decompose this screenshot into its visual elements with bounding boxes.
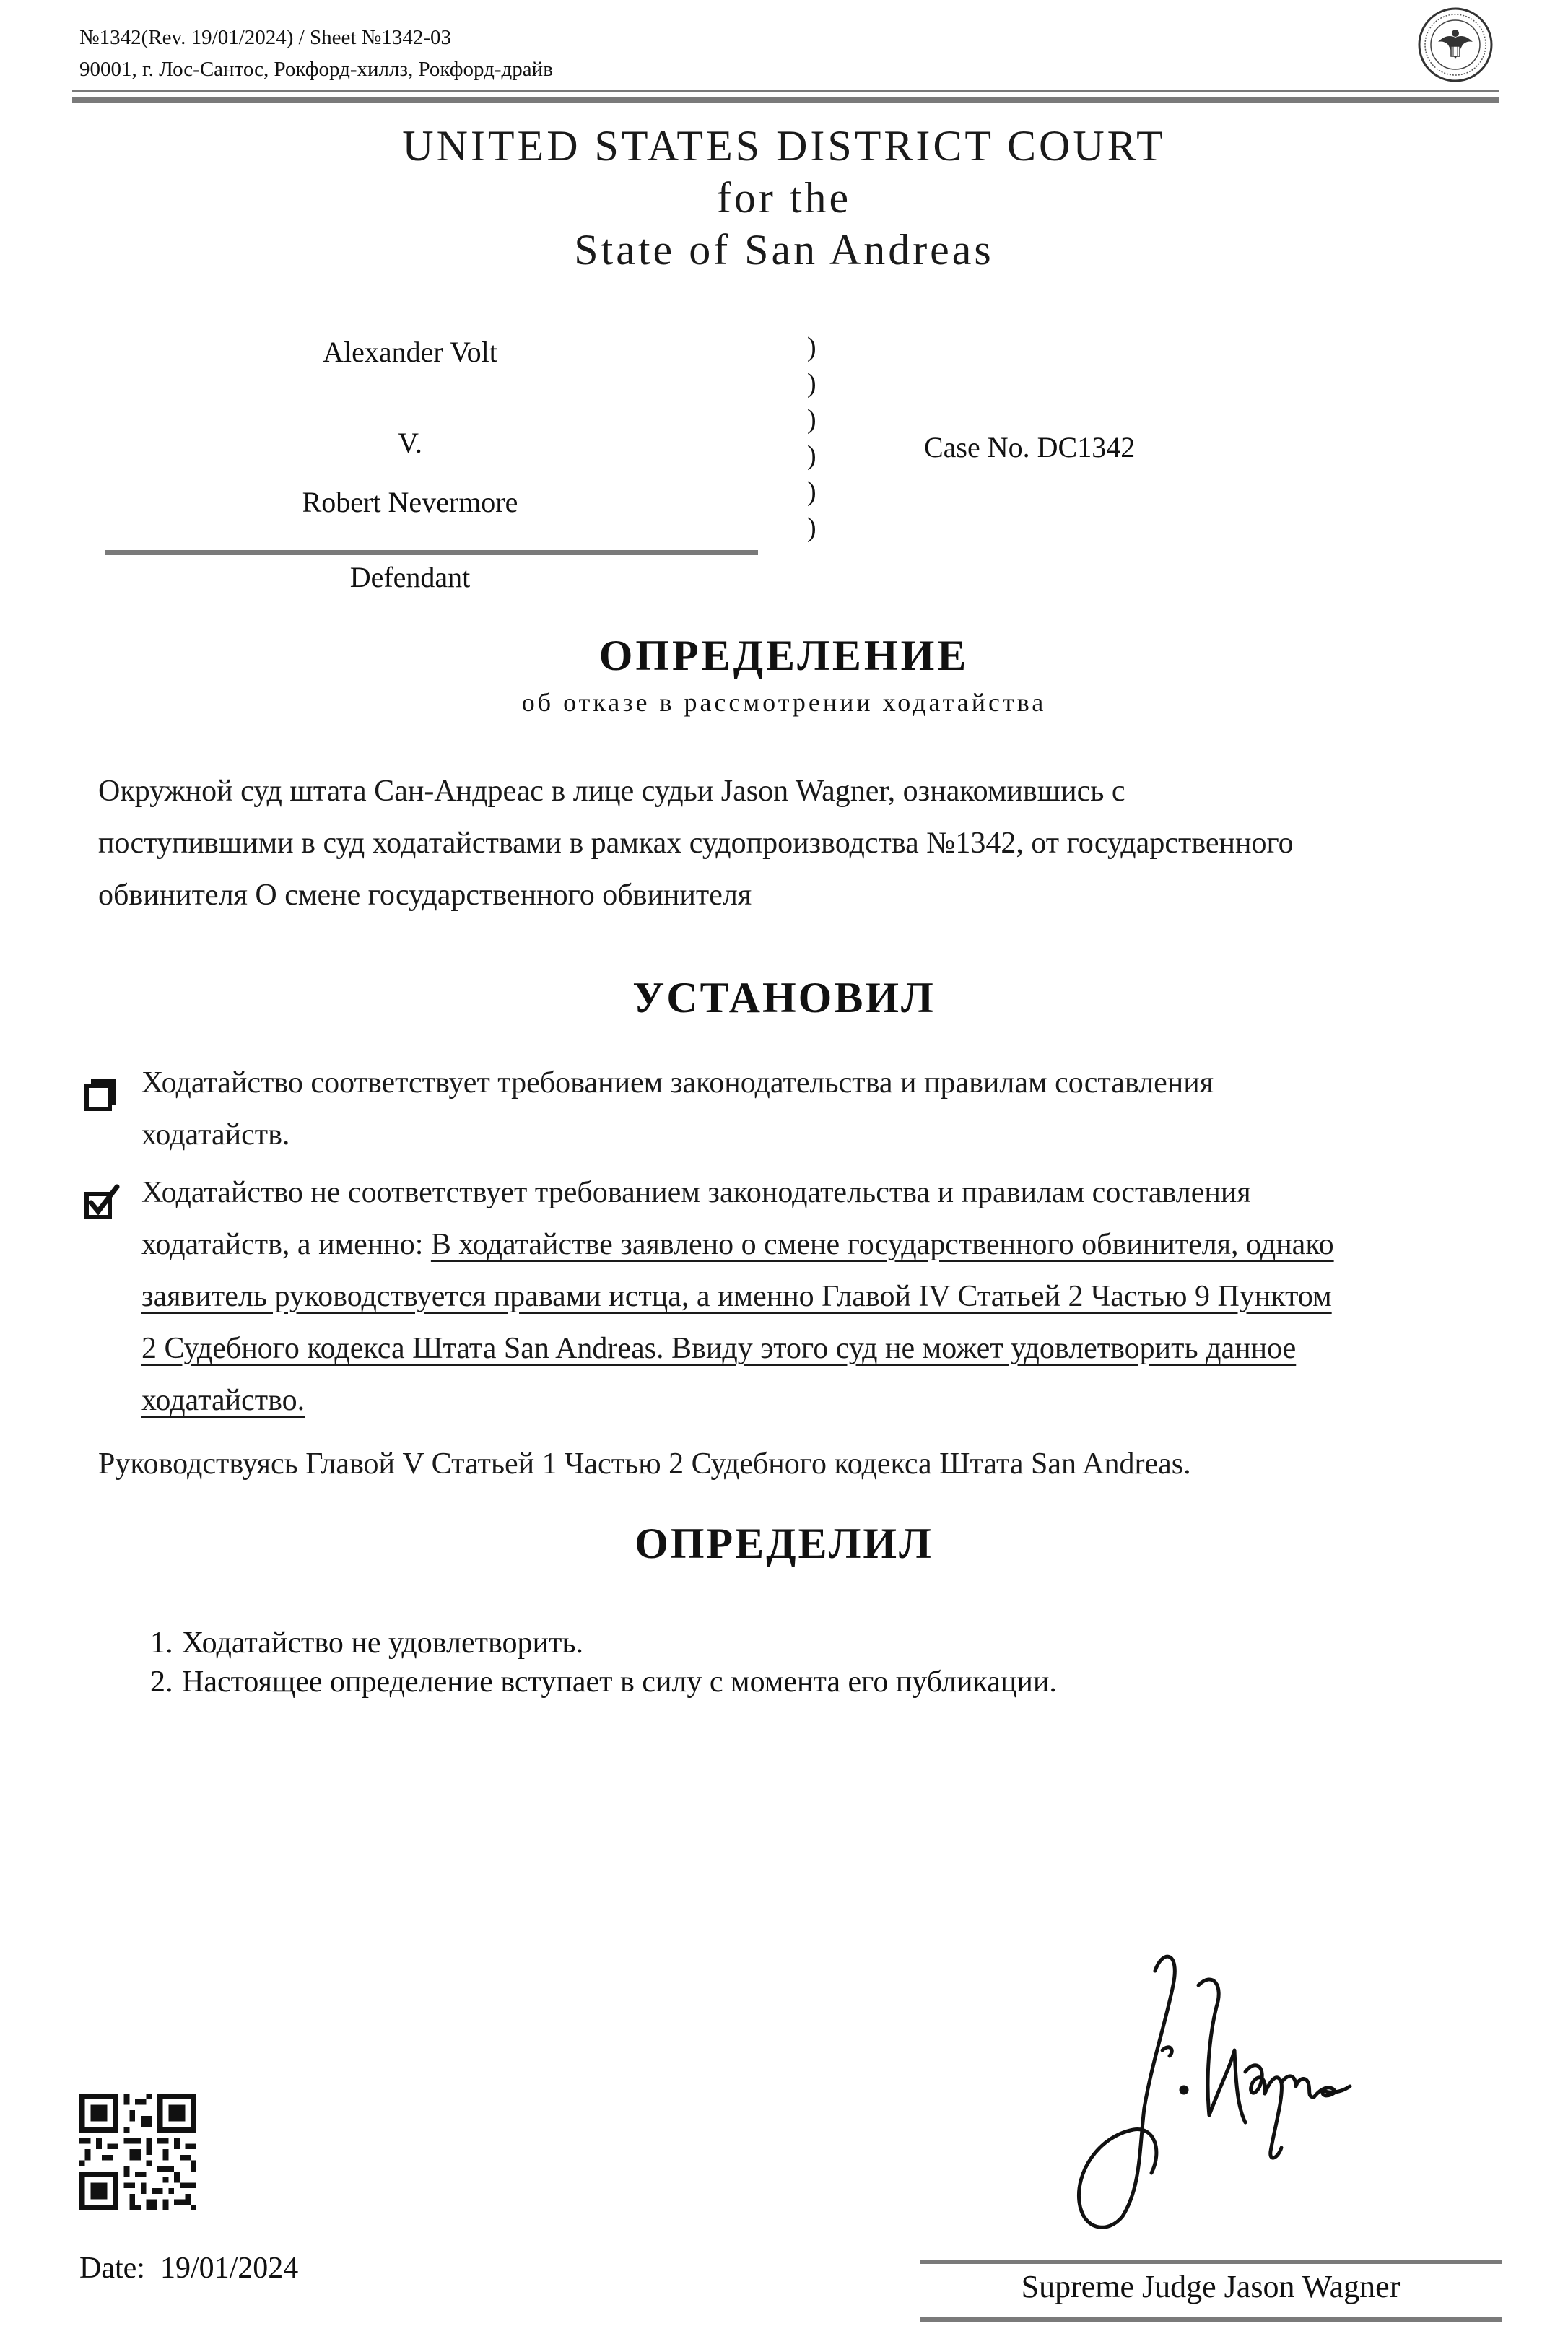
date-label: Date: — [79, 2252, 145, 2285]
option-1-line-2: ходатайств. — [141, 1118, 290, 1151]
court-seal-icon — [1416, 6, 1494, 84]
court-state: State of San Andreas — [574, 226, 994, 274]
option-2-line-4: 2 Судебного кодекса Штата San Andreas. Ввиду этого суд не может удовлетворить данное — [141, 1332, 1297, 1365]
qr-code-icon — [79, 2094, 196, 2210]
option-2-reason: В ходатайстве заявлено о смене государственного обвинителя, однако — [430, 1228, 1334, 1261]
decision-item — [150, 1626, 583, 1660]
established-option-1 — [141, 1057, 1214, 1161]
paren-1: ) — [807, 332, 816, 362]
document-subtitle: об отказе в рассмотрении ходатайства — [521, 688, 1047, 717]
signer-name: Supreme Judge Jason Wagner — [1021, 2269, 1401, 2304]
option-2-prefix: ходатайств, а именно: — [141, 1228, 431, 1261]
decision-item — [150, 1665, 1057, 1699]
established-option-2 — [141, 1167, 1334, 1426]
signature-rule-top — [920, 2260, 1502, 2264]
option-2-line-1: Ходатайство не соответствует требованием законодательства и правилам составления — [141, 1176, 1251, 1209]
sheet-number: №1342(Rev. 19/01/2024) / Sheet №1342-03 — [79, 26, 451, 49]
court-address: 90001, г. Лос-Сантос, Рокфорд-хиллз, Рокфорд-драйв — [79, 58, 553, 81]
header-rule-thick — [72, 97, 1499, 103]
case-number: Case No. DC1342 — [924, 431, 1136, 463]
decided-heading: ОПРЕДЕЛИЛ — [635, 1520, 933, 1567]
option-1-line-1: Ходатайство соответствует требованием законодательства и правилам составления — [141, 1066, 1214, 1099]
decision-number: 2. — [150, 1665, 173, 1699]
defendant-label: Defendant — [349, 561, 471, 593]
caption-parentheses — [807, 329, 816, 546]
paren-2: ) — [807, 368, 816, 398]
decision-text: Настоящее определение вступает в силу с момента его публикации. — [182, 1665, 1057, 1699]
court-name: UNITED STATES DISTRICT COURT — [402, 122, 1166, 170]
decision-number: 1. — [150, 1626, 173, 1660]
versus-label: V. — [398, 427, 422, 459]
guided-by-text: Руководствуясь Главой V Статьей 1 Частью 2 Судебного кодекса Штата San Andreas. — [98, 1447, 1191, 1481]
signature-rule-bottom — [920, 2317, 1502, 2322]
document-title: ОПРЕДЕЛЕНИЕ — [598, 632, 970, 679]
intro-line-1: Окружной суд штата Сан-Андреас в лице судьи Jason Wagner, ознакомившись с — [98, 775, 1125, 808]
decision-text: Ходатайство не удовлетворить. — [182, 1626, 584, 1660]
paren-3: ) — [807, 404, 816, 435]
signature-image — [1054, 1942, 1357, 2245]
caption-rule — [105, 550, 758, 555]
intro-paragraph — [98, 765, 1294, 921]
intro-line-2: поступившими в суд ходатайствами в рамках судопроизводства №1342, от государственного — [98, 827, 1294, 860]
defendant-name: Robert Nevermore — [302, 486, 518, 518]
checkbox-empty-icon — [84, 1079, 118, 1113]
established-heading: УСТАНОВИЛ — [632, 974, 936, 1022]
intro-line-3: обвинителя О смене государственного обвинителя — [98, 879, 752, 912]
option-2-line-3: заявитель руководствуется правами истца, а именно Главой IV Статьей 2 Частью 9 Пунктом — [141, 1280, 1332, 1313]
plaintiff-name: Alexander Volt — [323, 336, 497, 368]
paren-5: ) — [807, 476, 816, 507]
checkbox-checked-icon — [84, 1184, 121, 1221]
court-for-the: for the — [716, 174, 852, 222]
date-line — [79, 2251, 298, 2286]
date-value: 19/01/2024 — [160, 2252, 299, 2285]
option-2-line-5: ходатайство. — [141, 1384, 305, 1417]
paren-4: ) — [807, 440, 816, 471]
option-2-line-2 — [141, 1219, 1334, 1271]
paren-6: ) — [807, 513, 816, 543]
header-rule — [72, 90, 1499, 92]
